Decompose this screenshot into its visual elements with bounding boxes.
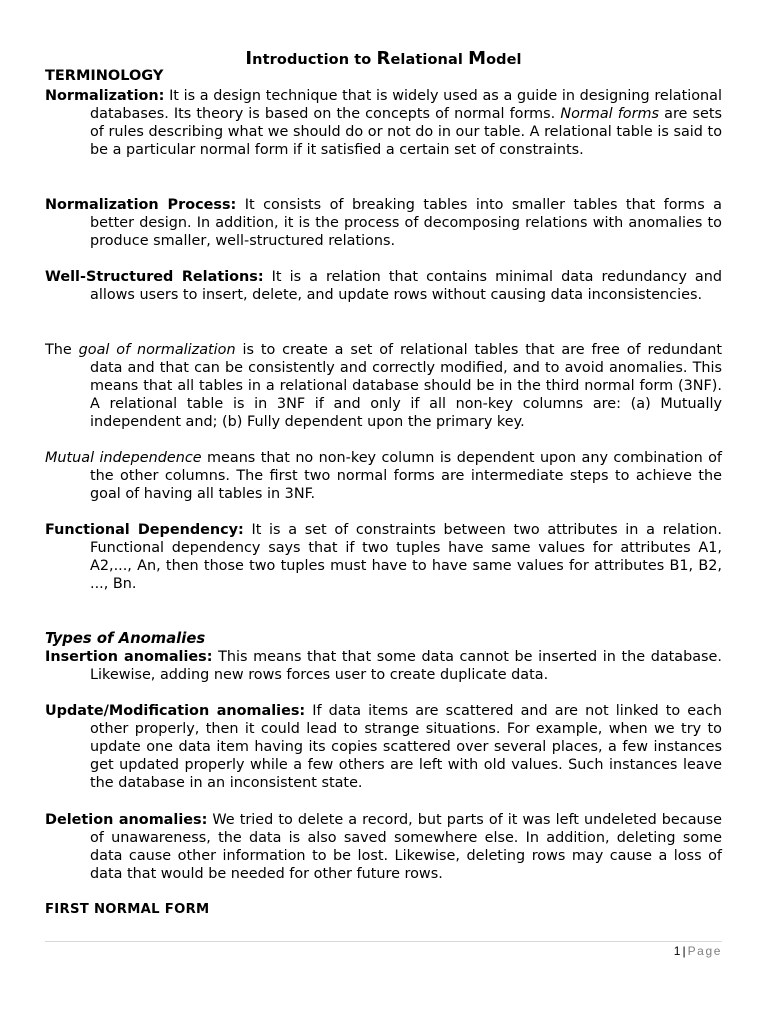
- paragraph-text: This means that that some data cannot be inserted in the database. Likewise, adding new rows forces user to create duplicate data.: [90, 649, 722, 684]
- paragraph-text: It is a relation that contains minimal data redundancy and allows users to insert, delete, and update rows without causing data inconsistencies.: [90, 269, 722, 304]
- title-part: ntroduction to: [252, 52, 377, 68]
- title-part: I: [245, 48, 253, 69]
- section-heading-terminology: TERMINOLOGY: [45, 68, 164, 84]
- paragraph-text: It is a set of constraints between two attributes in a relation. Functional dependency says that if two tuples have same values for attributes A1, A2,..., An, then those two tuples must have to have same values for attributes B1, B2, ..., Bn.: [90, 522, 722, 593]
- term-label: Deletion anomalies:: [45, 812, 208, 828]
- paragraph-well-structured: [45, 268, 722, 304]
- paragraph-text: is to create a set of relational tables that are free of redundant data and that can be consistently and correctly modified, and to avoid anomalies. This means that all tables in a relational database should be in the third normal form (3NF). A relational table is in 3NF if and only if all non-key columns are: (a) Mutually independent and; (b) Fully dependent upon the primary key.: [90, 342, 723, 431]
- emphasis-text: Mutual independence: [45, 450, 202, 466]
- paragraph-deletion-anomalies: [45, 811, 722, 883]
- page-footer: [674, 944, 722, 958]
- title-part: elational: [390, 52, 469, 68]
- paragraph-normalization: [45, 87, 722, 159]
- section-heading-first-normal-form: FIRST NORMAL FORM: [45, 902, 210, 917]
- paragraph-update-anomalies: [45, 702, 722, 792]
- term-label: Well-Structured Relations:: [45, 269, 264, 285]
- paragraph-text: means that no non-key column is dependent upon any combination of the other columns. The first two normal forms are intermediate steps to achieve the goal of having all tables in 3NF.: [90, 450, 722, 503]
- term-label: Update/Modification anomalies:: [45, 703, 306, 719]
- footer-divider: [45, 941, 722, 942]
- term-label: Normalization Process:: [45, 197, 237, 213]
- paragraph-text: We tried to delete a record, but parts of it was left undeleted because of unawareness, the data is also saved somewhere else. In addition, deleting some data cause other information to be lost. Likewise, deleting rows may cause a loss of data that would be needed for other future rows.: [90, 812, 722, 883]
- paragraph-functional-dependency: [45, 521, 722, 593]
- title-part: odel: [486, 52, 522, 68]
- page-number: 1: [673, 944, 681, 958]
- paragraph-normalization-process: [45, 196, 722, 250]
- paragraph-text: If data items are scattered and are not linked to each other properly, then it could lead to strange situations. For example, when we try to update one data item having its copies scattered over several places, a few instances get updated properly while a few others are left with old values. Such instances leave the database in an inconsistent state.: [90, 703, 722, 792]
- page-label: Page: [687, 944, 722, 958]
- paragraph-insertion-anomalies: [45, 648, 722, 684]
- emphasis-text: Normal forms: [560, 106, 660, 123]
- term-label: Normalization:: [45, 88, 165, 104]
- paragraph-text: It consists of breaking tables into smaller tables that forms a better design. In addition, it is the process of decomposing relations with anomalies to produce smaller, well-structured relations.: [90, 197, 722, 250]
- title-part: R: [376, 48, 391, 69]
- paragraph-text: It is a design technique that is widely used as a guide in designing relational databases. Its theory is based on the concepts of normal forms.: [90, 88, 722, 123]
- section-heading-anomalies: Types of Anomalies: [45, 630, 206, 647]
- emphasis-text: goal of normalization: [78, 342, 236, 358]
- term-label: Insertion anomalies:: [45, 649, 213, 665]
- paragraph-mutual-independence: [45, 449, 722, 503]
- footer-separator: |: [682, 944, 686, 958]
- paragraph-text: are sets of rules describing what we should do or not do in our table. A relational table is said to be a particular normal form if it satisfied a certain set of constraints.: [90, 106, 722, 159]
- document-title: [45, 48, 722, 69]
- term-label: Functional Dependency:: [45, 522, 244, 538]
- paragraph-text: The: [45, 342, 79, 358]
- paragraph-goal: [45, 341, 722, 431]
- title-part: M: [468, 48, 487, 69]
